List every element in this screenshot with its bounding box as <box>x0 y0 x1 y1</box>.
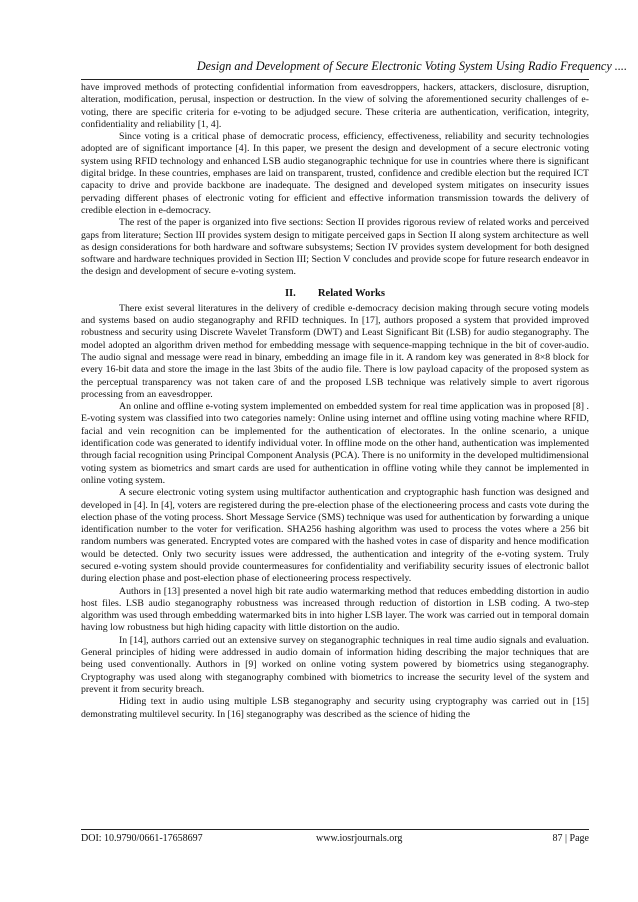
section-title: Related Works <box>317 287 386 299</box>
footer-rule <box>81 829 589 830</box>
header-rule <box>81 79 589 80</box>
section-heading <box>81 287 589 300</box>
paragraph-related-works: An online and offline e-voting system implemented on embedded system for real time application was in proposed [8] . E-voting system was classified into two categories namely: Online using internet and offline using voting machine where RFID, facial and vein recognition can be implemented for the authentication of electorates. In the online scenario, a unique identification code was generated to identify individual voter. In offline mode on the other hand, authentication was implemented through facial recognition using Principal Component Analysis (PCA). There is no uniformity in the developed multidimensional voting system as biometrics and smart cards are used for authentication in offline voting while they cannot be implemented in online voting system. <box>81 401 589 486</box>
paragraph-related-works: There exist several literatures in the delivery of credible e-democracy decision making through secure voting models and systems based on audio steganography and RFID techniques. In [17], authors proposed a system that provided improved robustness and security using Discrete Wavelet Transform (DWT) and Least Significant Bit (LSB) for audio steganography. The model adopted an algorithm driven method for embedding message with sequence-mapping technique in the bit of cover-audio. The audio signal and message were read in binary, embedding an image file in it. A random key was generated in 8×8 block for every 16-bit data and store the image in the last 3bits of the audio file. There is low payload capacity of the proposed system as the perceptual transparency was not taken care of and the proposed LSB technique was relatively simple to avert rigorous processing from an eavesdropper. <box>81 302 589 400</box>
paragraph-paper-organization: The rest of the paper is organized into five sections: Section II provides rigorous review of related works and perceived gaps from literature; Section III provides system design to mitigate perceived gaps in Section II along system architecture as well as design considerations for both hardware and software subsystems; Section IV provides system development for both designed software and hardware techniques provided in Section III; Section V concludes and provide scope for future research endeavor in the design and development of secure e-voting system. <box>81 217 589 278</box>
paragraph-related-works: Hiding text in audio using multiple LSB steganography and security using cryptography was carried out in [15] demonstrating multilevel security. In [16] steganography was described as the science of hiding the <box>81 696 589 720</box>
section-number: II. <box>284 287 296 299</box>
page-footer <box>81 832 589 845</box>
running-header: Design and Development of Secure Electronic Voting System Using Radio Frequency .... <box>196 59 627 73</box>
paragraph-intro-continued: have improved methods of protecting confidential information from eavesdroppers, hackers, attackers, disclosure, disruption, alteration, modification, perusal, inspection or destruction. In the view of solving the aforementioned security challenges of e-voting, there are specific criteria for e-voting to be adjudged secure. These criteria are authentication, verification, integrity, confidentiality and reliability [1, 4]. <box>81 82 589 130</box>
paragraph-related-works: A secure electronic voting system using multifactor authentication and cryptographic hash function was designed and developed in [4]. In [4], voters are registered during the pre-election phase of the electioneering process and casts vote during the election phase of the voting process. Short Message Service (SMS) technique was used for authentication by forwarding a unique identification number to the voter for verification. SHA256 hashing algorithm was used to process the votes where a 256 bit random numbers was generated. Encrypted votes are compared with the hashed votes in case of disparity and hence modification would be detected. Only two security issues were addressed, the authentication and integrity of the e-voting system. Truly secured e-voting system should provide countermeasures for confidentiality and verifiability security issues of electronic ballot during election phase and post-election phase of electioneering process respectively. <box>81 487 589 585</box>
paragraph-intro: Since voting is a critical phase of democratic process, efficiency, effectiveness, reliability and security technologies adopted are of significant importance [4]. In this paper, we present the design and development of a secure electronic voting system using RFID technology and enhanced LSB audio steganographic technique for use in countries where there is significant digital bridge. In these countries, emphases are laid on transparent, trusted, confidence and credible election but the required ICT capacity to drive and provide backbone are inadequate. The designed and developed system mitigates on insecurity issues pervading different phases of electronic voting for efficient and effective information transmission towards the delivery of credible election in e-democracy. <box>81 131 589 216</box>
footer-website: www.iosrjournals.org <box>316 833 403 844</box>
footer-doi: DOI: 10.9790/0661-17658697 <box>81 833 203 844</box>
article-body <box>81 82 589 721</box>
paragraph-related-works: In [14], authors carried out an extensive survey on steganographic techniques in real time audio signals and evaluation. General principles of hiding were addressed in audio domain of information hiding describing the major techniques that are being used conventionally. Authors in [9] worked on online voting system powered by biometrics using steganography. Cryptography was used along with steganography combined with biometrics to increase the security level of the system and prevent it from security breach. <box>81 634 589 695</box>
paragraph-related-works: Authors in [13] presented a novel high bit rate audio watermarking method that reduces embedding distortion in audio host files. LSB audio steganography robustness was increased through reduction of distortion in LSB coding. A two-step algorithm was used through embedding watermarked bits in into higher LSB layer. The work was carried out in temporal domain having low robustness but high hiding capacity with little distortion on the audio. <box>81 585 589 634</box>
footer-page-number: 87 | Page <box>552 833 589 844</box>
